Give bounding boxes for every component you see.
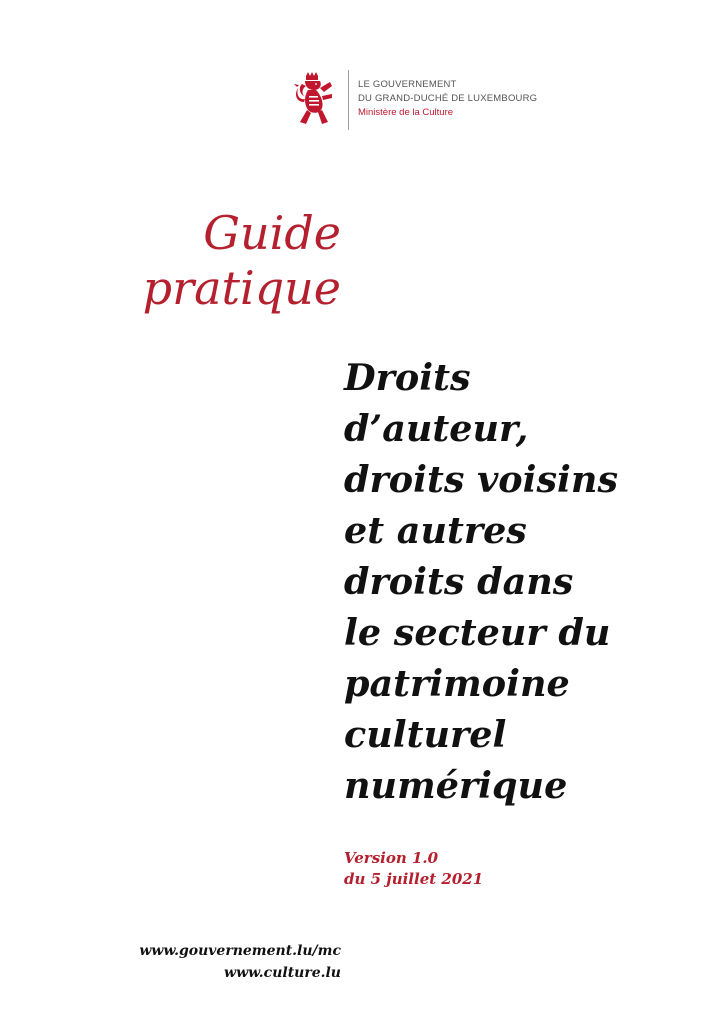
guide-title-line-2: pratique	[142, 261, 341, 315]
logo-line-grand-duchy: DU GRAND-DUCHÉ DE LUXEMBOURG	[358, 93, 538, 104]
document-title-line: et autres	[344, 509, 527, 552]
document-title-line: numérique	[344, 764, 568, 807]
website-link-government[interactable]: www.gouvernement.lu/mc	[139, 943, 341, 959]
document-title-line: droits voisins	[344, 458, 618, 501]
document-title-line: patrimoine	[344, 662, 570, 705]
document-title-line: d’auteur,	[344, 407, 529, 450]
document-title-line: droits dans	[344, 560, 574, 603]
document-title-line: Droits	[344, 356, 471, 399]
logo-ministry-name: Ministère de la Culture	[358, 107, 454, 118]
version-date: du 5 juillet 2021	[344, 870, 484, 888]
document-title-line: le secteur du	[344, 611, 611, 654]
luxembourg-lion-icon	[292, 72, 336, 128]
guide-title	[143, 206, 341, 316]
logo-text	[358, 78, 537, 120]
document-title	[344, 352, 618, 811]
version-number: Version 1.0	[344, 849, 439, 867]
logo-divider	[348, 70, 349, 130]
website-links	[139, 940, 341, 984]
website-link-culture[interactable]: www.culture.lu	[224, 965, 341, 981]
government-logo	[292, 70, 592, 134]
logo-line-government: LE GOUVERNEMENT	[358, 79, 457, 90]
version-info	[344, 848, 483, 890]
document-title-line: culturel	[344, 713, 507, 756]
guide-title-line-1: Guide	[203, 206, 341, 260]
